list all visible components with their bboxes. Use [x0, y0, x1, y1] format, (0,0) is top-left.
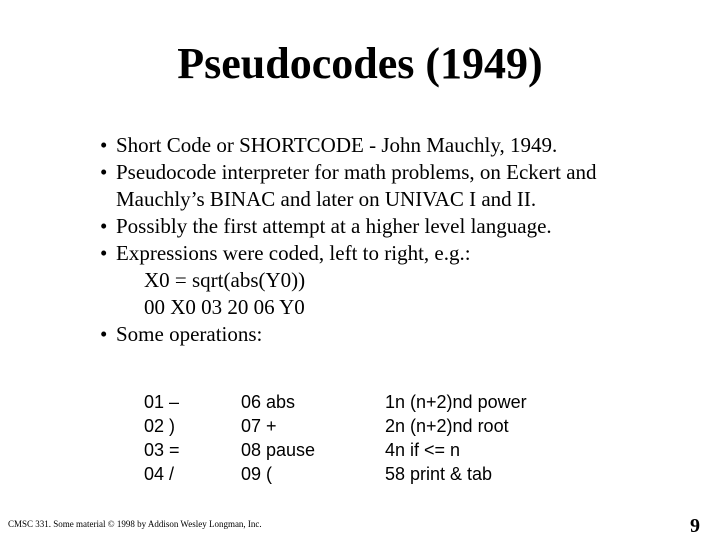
operation-code: 04 / [144, 464, 175, 484]
bullet-dot-icon: • [100, 241, 108, 265]
operation-code: 1n (n+2)nd power [385, 392, 527, 412]
code-example-line: X0 = sqrt(abs(Y0)) [144, 268, 306, 292]
operation-code: 06 abs [241, 392, 296, 412]
operation-code: 01 – [144, 392, 180, 412]
bullet-item: • Pseudocode interpreter for math problems, on Eckert and Mauchly’s BINAC and later on UNIVAC I and II. [100, 160, 597, 211]
bullet-dot-icon: • [100, 322, 108, 346]
code-example-line: 00 X0 03 20 06 Y0 [144, 295, 305, 319]
slide-title: Pseudocodes (1949) [177, 39, 543, 88]
bullet-dot-icon: • [100, 214, 108, 238]
operations-column-2 [241, 390, 315, 486]
bullet-item: • Short Code or SHORTCODE - John Mauchly, 1949. [100, 133, 558, 157]
operation-code: 2n (n+2)nd root [385, 416, 509, 436]
operation-code: 08 pause [241, 440, 316, 460]
operation-code: 07 + [241, 416, 277, 436]
bullet-item: • Some operations: [100, 322, 263, 346]
operation-code: 03 = [144, 440, 180, 460]
bullet-dot-icon: • [100, 133, 108, 157]
operations-column-1 [144, 390, 180, 486]
operations-column-3 [385, 390, 527, 486]
bullet-dot-icon: • [100, 160, 108, 184]
operation-code: 09 ( [241, 464, 273, 484]
operation-code: 02 ) [144, 416, 176, 436]
operation-code: 4n if <= n [385, 440, 461, 460]
bullet-list [100, 132, 660, 348]
slide-footer: CMSC 331. Some material © 1998 by Addison Wesley Longman, Inc. [8, 519, 262, 529]
bullet-item: • Expressions were coded, left to right, e.g.: [100, 241, 471, 265]
bullet-item: • Possibly the first attempt at a higher level language. [100, 214, 552, 238]
operation-code: 58 print & tab [385, 464, 493, 484]
page-number: 9 [690, 515, 700, 537]
